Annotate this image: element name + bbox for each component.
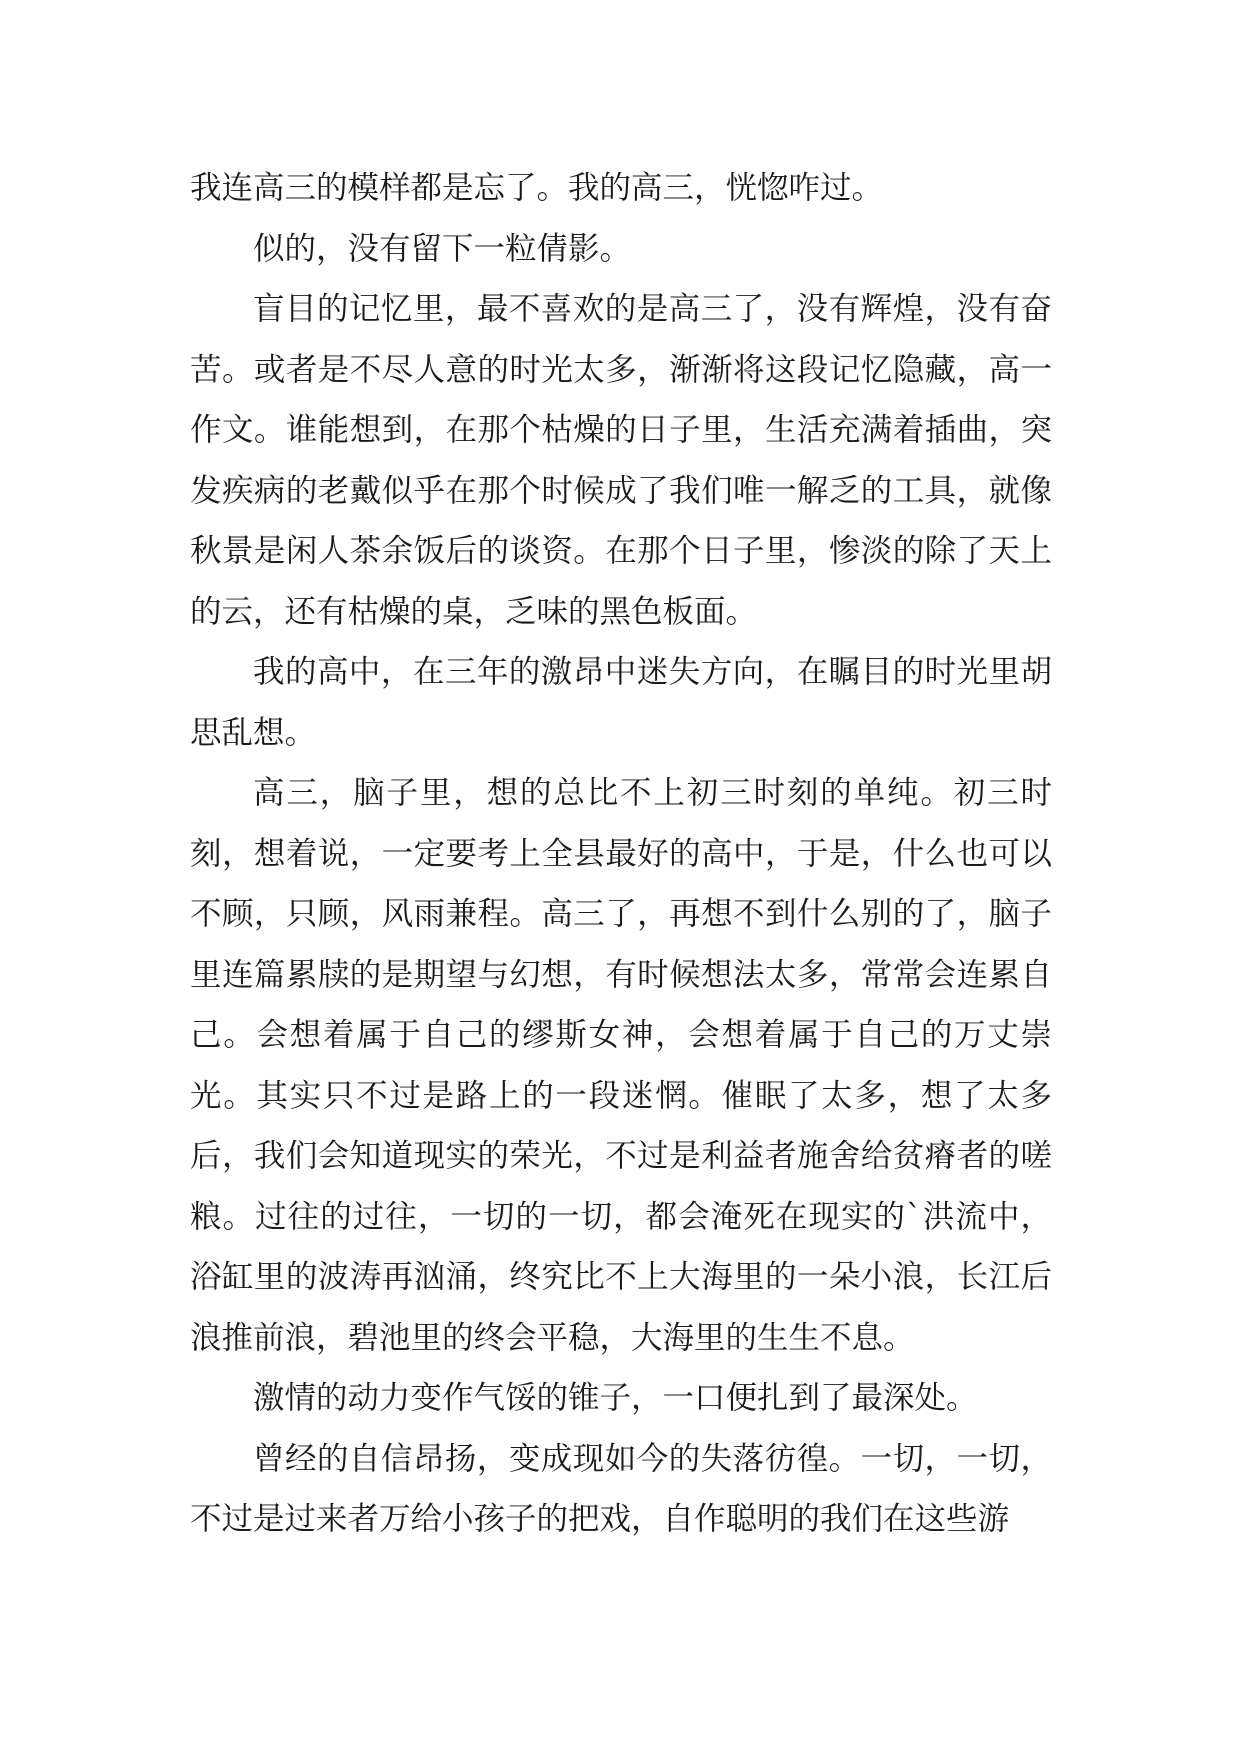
paragraph-2: 似的，没有留下一粒倩影。 xyxy=(253,230,632,267)
paragraph-1: 我连高三的模样都是忘了。我的高三，恍惚咋过。 xyxy=(190,170,884,206)
body-text xyxy=(190,158,1052,1550)
paragraph-6: 激情的动力变作气馁的锥子，一口便扎到了最深处。 xyxy=(253,1380,978,1416)
paragraph-3: 盲目的记忆里，最不喜欢的是高三了，没有辉煌，没有奋苦。或者是不尽人意的时光太多，渐渐将这段记忆隐藏，高一作文。谁能想到，在那个枯燥的日子里，生活充满着插曲，突发疾病的老戴似乎在那个时候成了我们唯一解乏的工具，就像秋景是闲人茶余饭后的谈资。在那个日子里，惨淡的除了天上的云，还有枯燥的桌，乏味的黑色板面。 xyxy=(190,291,1052,630)
paragraph-5: 高三，脑子里，想的总比不上初三时刻的单纯。初三时刻，想着说，一定要考上全县最好的高中，于是，什么也可以不顾，只顾，风雨兼程。高三了，再想不到什么别的了，脑子里连篇累牍的是期望与幻想，有时候想法太多，常常会连累自己。会想着属于自己的缪斯女神，会想着属于自己的万丈崇光。其实只不过是路上的一段迷惘。催眠了太多，想了太多后，我们会知道现实的荣光，不过是利益者施舍给贫瘠者的嗟粮。过往的过往，一切的一切，都会淹死在现实的`洪流中，浴缸里的波涛再汹涌，终究比不上大海里的一朵小浪，长江后浪推前浪，碧池里的终会平稳，大海里的生生不息。 xyxy=(190,775,1052,1356)
paragraph-7: 曾经的自信昂扬，变成现如今的失落彷徨。一切，一切，不过是过来者万给小孩子的把戏，自作聪明的我们在这些游 xyxy=(190,1440,1052,1537)
paragraph-4: 我的高中，在三年的激昂中迷失方向，在瞩目的时光里胡思乱想。 xyxy=(190,654,1052,751)
